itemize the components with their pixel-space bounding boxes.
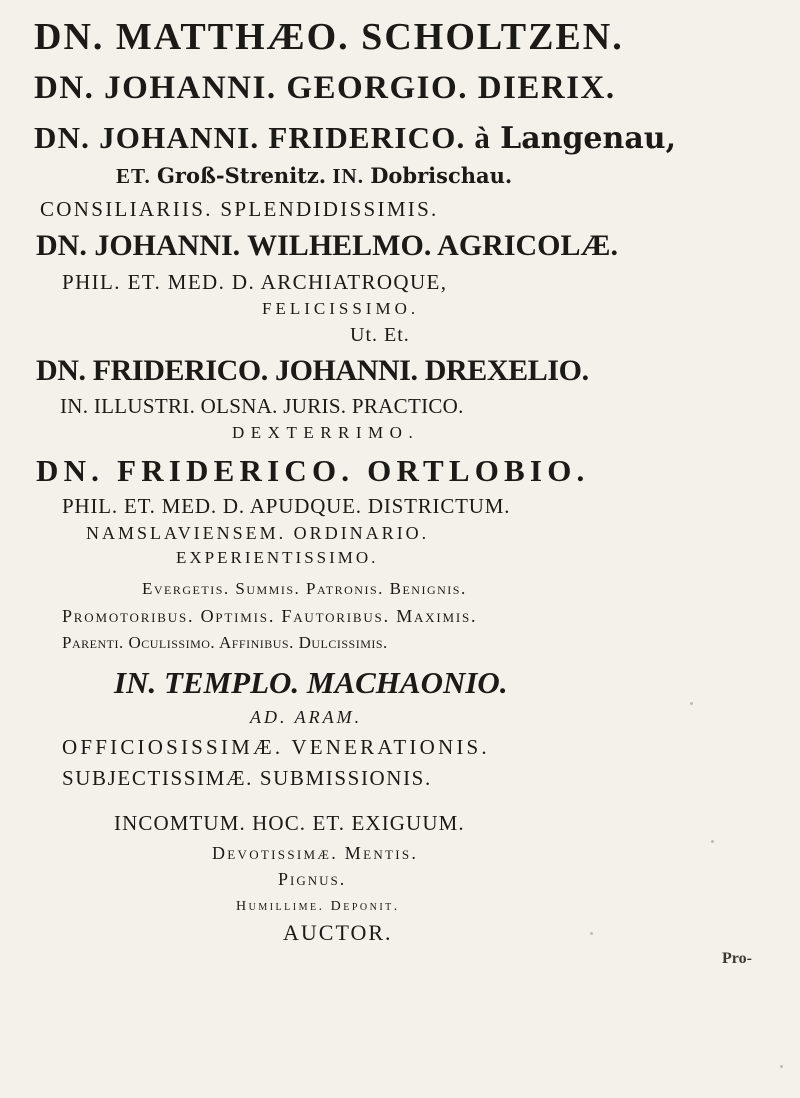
- dedication-line-districtum: PHIL. ET. MED. D. APUDQUE. DISTRICTUM.: [62, 494, 511, 518]
- dedication-line-scholtzen: DN. MATTHÆO. SCHOLTZEN.: [34, 16, 624, 58]
- dedication-line-templo-machaonio: IN. TEMPLO. MACHAONIO.: [114, 665, 508, 700]
- catchword: Pro-: [722, 950, 752, 967]
- print-speck: [780, 1065, 783, 1068]
- dedication-line-dierix: DN. JOHANNI. GEORGIO. DIERIX.: [34, 70, 616, 106]
- dedication-line-submissionis: SUBJECTISSIMÆ. SUBMISSIONIS.: [62, 766, 432, 790]
- dedication-line-dexterrimo: DEXTERRIMO.: [232, 423, 420, 442]
- dedication-line-parenti: Parenti. Oculissimo. Affinibus. Dulcissimis.: [62, 633, 388, 652]
- dedication-line-experientissimo: EXPERIENTISSIMO.: [176, 548, 379, 567]
- dedication-line-drexelio: DN. FRIDERICO. JOHANNI. DREXELIO.: [36, 354, 589, 387]
- dedication-line-ad-aram: AD. ARAM.: [250, 707, 363, 727]
- dedication-line-deponit: Humillime. Deponit.: [236, 899, 400, 914]
- text-in: IN.: [332, 164, 364, 188]
- dedication-line-friderico-langenau: [34, 122, 676, 154]
- dedication-line-pignus: Pignus.: [278, 869, 347, 889]
- place-gross-strenitz: Groß-Strenitz.: [156, 163, 327, 188]
- print-speck: [711, 840, 714, 843]
- dedication-line-olsna: IN. ILLUSTRI. OLSNA. JURIS. PRACTICO.: [60, 394, 464, 418]
- place-langenau: Langenau,: [500, 121, 677, 156]
- place-dobrischau: Dobrischau.: [370, 163, 513, 188]
- dedication-line-incomtum: INCOMTUM. HOC. ET. EXIGUUM.: [114, 811, 465, 835]
- dedication-line-devotissimae: Devotissimæ. Mentis.: [212, 843, 419, 863]
- dedication-line-venerationis: OFFICIOSISSIMÆ. VENERATIONIS.: [62, 735, 490, 759]
- dedication-line-promotoribus: Promotoribus. Optimis. Fautoribus. Maximis.: [62, 606, 478, 626]
- dedication-line-evergetis: Evergetis. Summis. Patronis. Benignis.: [142, 579, 467, 598]
- dedication-line-phil-med: PHIL. ET. MED. D. ARCHIATROQUE,: [62, 270, 448, 294]
- dedication-line-namslaviensem: NAMSLAVIENSEM. ORDINARIO.: [86, 523, 430, 543]
- dedication-line-strenitz: [116, 165, 512, 187]
- dedication-line-consiliariis: CONSILIARIIS. SPLENDIDISSIMIS.: [40, 197, 439, 221]
- dedication-line-agricolae: DN. JOHANNI. WILHELMO. AGRICOLÆ.: [36, 229, 619, 262]
- text-et: ET.: [116, 164, 151, 188]
- dedication-line-ut-et: Ut. Et.: [350, 324, 410, 346]
- dedication-line-auctor: AUCTOR.: [283, 920, 393, 945]
- dedication-line-felicissimo: FELICISSIMO.: [262, 299, 420, 318]
- print-speck: [590, 932, 593, 935]
- dedication-name-friderico: DN. JOHANNI. FRIDERICO. à: [34, 120, 492, 155]
- print-speck: [690, 702, 693, 705]
- dedication-line-ortlobio: DN. FRIDERICO. ORTLOBIO.: [36, 453, 590, 488]
